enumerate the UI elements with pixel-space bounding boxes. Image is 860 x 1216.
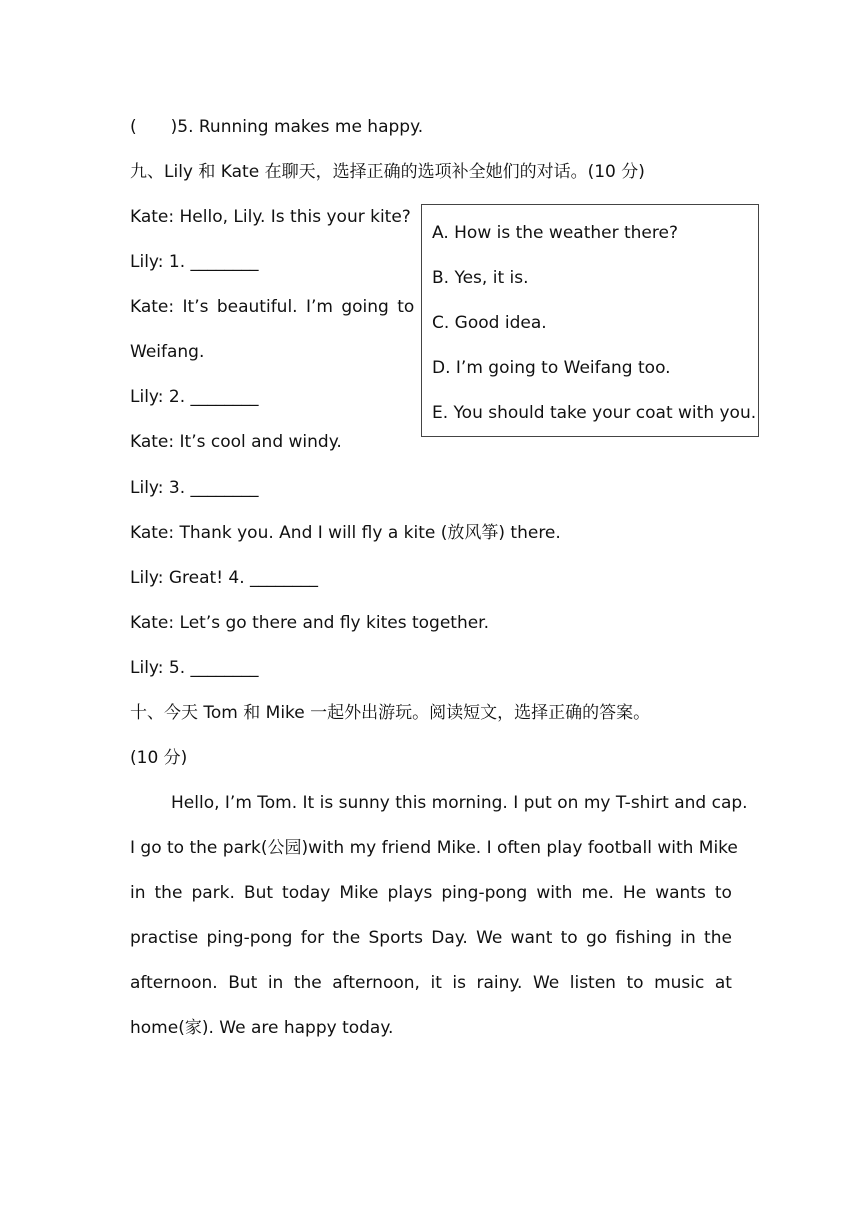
word: to xyxy=(626,973,644,993)
word: in xyxy=(680,928,696,948)
word: He xyxy=(622,883,647,903)
word: We xyxy=(476,928,503,948)
word: for xyxy=(300,928,325,948)
word: Day. xyxy=(431,928,468,948)
word: wants xyxy=(655,883,706,903)
word: me. xyxy=(581,883,614,903)
section-9-heading: 九、Lily 和 Kate 在聊天，选择正确的选项补全她们的对话。(10 分) xyxy=(130,162,645,182)
word: the xyxy=(154,883,183,903)
option-c: C. Good idea. xyxy=(432,313,547,333)
word: plays xyxy=(387,883,433,903)
option-b: B. Yes, it is. xyxy=(432,268,529,288)
question-5: ( )5. Running makes me happy. xyxy=(130,117,424,137)
dialogue-line-4: Weifang. xyxy=(130,342,205,362)
word: practise xyxy=(130,928,199,948)
word: want xyxy=(510,928,553,948)
option-e: E. You should take your coat with you. xyxy=(432,403,757,423)
dialogue-line-5: Lily: 2. ________ xyxy=(130,387,259,407)
dialogue-line-6: Kate: It’s cool and windy. xyxy=(130,432,342,452)
dialogue-line-11: Lily: 5. ________ xyxy=(130,658,259,678)
dialogue-line-9: Lily: Great! 4. ________ xyxy=(130,568,319,588)
dialogue-line-10: Kate: Let’s go there and fly kites together. xyxy=(130,613,490,633)
section-10-heading: 十、今天 Tom 和 Mike 一起外出游玩。阅读短文，选择正确的答案。 xyxy=(130,703,651,723)
dialogue-line-3: Kate: It’s beautiful. I’m going to xyxy=(130,297,415,317)
passage-line-5 xyxy=(130,972,732,994)
dialogue-line-2: Lily: 1. ________ xyxy=(130,252,259,272)
word: afternoon. xyxy=(130,973,218,993)
word: listen xyxy=(569,973,616,993)
option-a: A. How is the weather there? xyxy=(432,223,678,243)
word: fishing xyxy=(615,928,673,948)
word: We xyxy=(532,973,560,993)
word: in xyxy=(130,883,146,903)
dialogue-line-1: Kate: Hello, Lily. Is this your kite? xyxy=(130,207,411,227)
options-box xyxy=(421,204,759,437)
word: with xyxy=(536,883,573,903)
word: today xyxy=(282,883,331,903)
word: the xyxy=(704,928,732,948)
word: music xyxy=(654,973,705,993)
passage-line-2: I go to the park(公园)with my friend Mike. I often play football with Mike xyxy=(130,838,738,858)
dialogue-line-8: Kate: Thank you. And I will fly a kite (放风筝) there. xyxy=(130,523,561,543)
word: the xyxy=(332,928,361,948)
word: at xyxy=(714,973,732,993)
word: go xyxy=(585,928,608,948)
word: ping-pong xyxy=(441,883,528,903)
word: is xyxy=(452,973,466,993)
word: Sports xyxy=(368,928,424,948)
passage-line-1: Hello, I’m Tom. It is sunny this morning. I put on my T-shirt and cap. xyxy=(171,793,748,813)
word: park. xyxy=(191,883,235,903)
word: in xyxy=(267,973,284,993)
word: afternoon, xyxy=(332,973,420,993)
word: But xyxy=(228,973,258,993)
passage-line-4 xyxy=(130,927,732,949)
word: But xyxy=(243,883,274,903)
word: to xyxy=(714,883,732,903)
word: it xyxy=(430,973,442,993)
passage-line-6: home(家). We are happy today. xyxy=(130,1018,394,1038)
word: ping-pong xyxy=(206,928,293,948)
word: to xyxy=(560,928,578,948)
word: rainy. xyxy=(476,973,523,993)
word: Mike xyxy=(339,883,379,903)
option-d: D. I’m going to Weifang too. xyxy=(432,358,671,378)
word: the xyxy=(293,973,322,993)
section-10-heading-score: (10 分) xyxy=(130,748,188,768)
passage-line-3 xyxy=(130,882,732,904)
dialogue-line-7: Lily: 3. ________ xyxy=(130,478,259,498)
